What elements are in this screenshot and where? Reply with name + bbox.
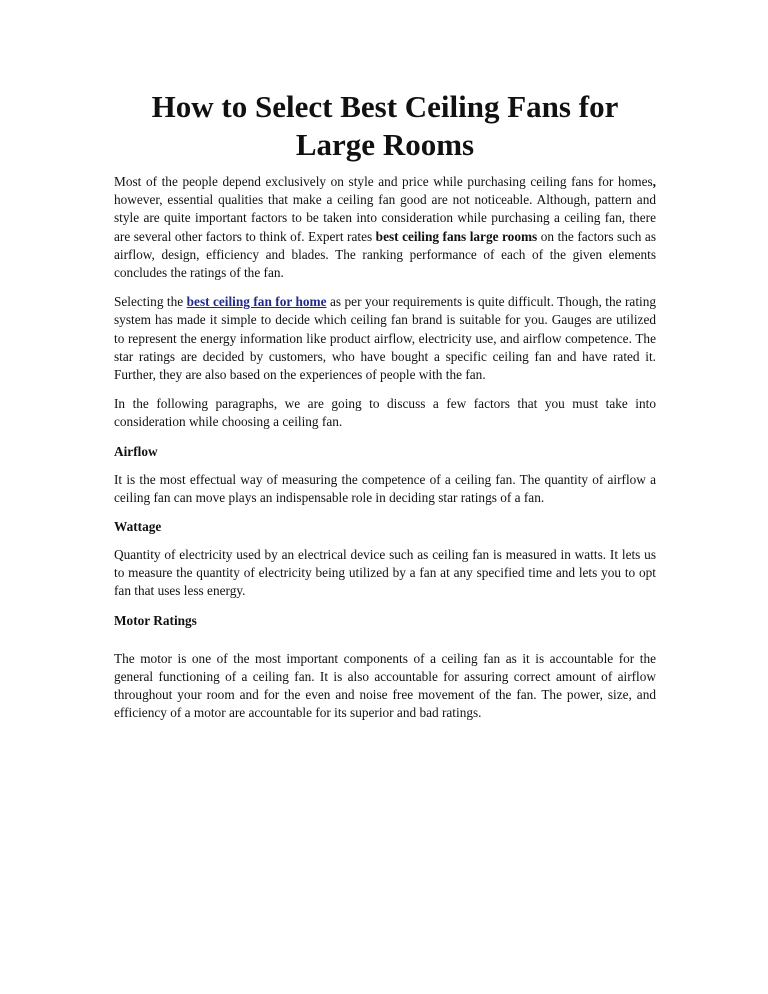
wattage-paragraph: Quantity of electricity used by an electrical device such as ceiling fan is measured in watts. It lets us to measure the quantity of electricity being utilized by a fan at any specified time and lets you to opt fan that uses less energy.	[114, 547, 656, 599]
intro-text-b: however, essential qualities that make a ceiling fan good are not noticeable. Although, pattern and style are quite important factors to be taken into consideration while purchasing a ceiling fan, there are several other factors to think of. Expert rates	[114, 192, 656, 244]
intro-text-a: Most of the people depend exclusively on style and price while purchasing ceiling fans for homes	[114, 174, 653, 189]
intro-text-c: on the factors such as airflow, design, efficiency and blades. The ranking performance of each of the given elements concludes the ratings of the fan.	[114, 228, 656, 281]
intro-paragraph	[114, 173, 656, 282]
motor-ratings-heading: Motor Ratings	[114, 612, 197, 628]
wattage-heading: Wattage	[114, 519, 162, 535]
page-title: How to Select Best Ceiling Fans for Large Rooms	[151, 89, 619, 162]
motor-ratings-paragraph: The motor is one of the most important components of a ceiling fan as it is accountable for the general functioning of a ceiling fan. It is also accountable for assuring correct amount of airflow throughout your room and for the even and noise free movement of the fan. The power, size, and efficiency of a motor are accountable for its superior and bad ratings.	[114, 650, 656, 721]
factors-paragraph: In the following paragraphs, we are going to discuss a few factors that you must take into consideration while choosing a ceiling fan.	[114, 396, 656, 430]
selecting-text-b: as per your requirements is quite difficult. Though, the rating system has made it simple to decide which ceiling fan brand is suitable for you. Gauges are utilized to represent the energy information like product airflow, electricity use, and airflow competence. The star ratings are decided by customers, who have bought a specific ceiling fan and have rated it. Further, they are also based on the experiences of people with the fan.	[114, 294, 657, 383]
selecting-paragraph	[114, 293, 656, 384]
bold-term-best-ceiling-fans: best ceiling fans large rooms	[375, 228, 538, 244]
best-ceiling-fan-link[interactable]: best ceiling fan for home	[186, 294, 327, 310]
document-page	[114, 88, 656, 733]
selecting-text-a: Selecting the	[114, 294, 187, 310]
airflow-paragraph: It is the most effectual way of measuring the competence of a ceiling fan. The quantity of airflow a ceiling fan can move plays an indispensable role in deciding star ratings of a fan.	[114, 471, 656, 505]
airflow-heading: Airflow	[114, 443, 158, 459]
intro-comma: ,	[652, 174, 656, 189]
